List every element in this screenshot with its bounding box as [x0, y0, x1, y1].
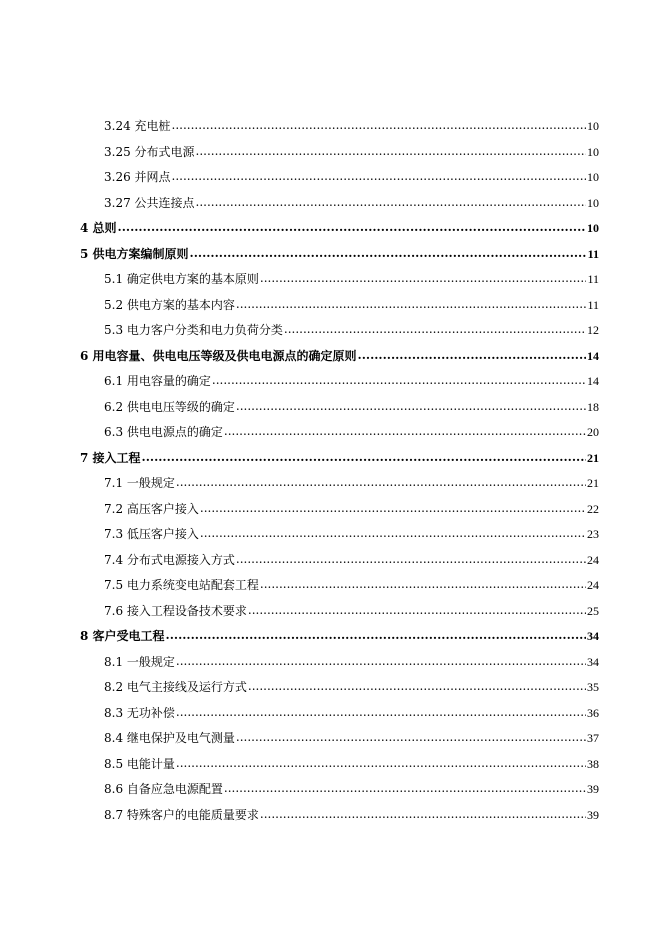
toc-section-entry[interactable] — [80, 752, 599, 778]
toc-entry-title: 6 用电容量、供电电压等级及供电电源点的确定原则 — [80, 348, 357, 363]
toc-chapter-entry[interactable] — [80, 446, 599, 472]
toc-page-number: 10 — [587, 144, 599, 159]
toc-section-entry[interactable] — [80, 114, 599, 140]
toc-dot-leader — [176, 700, 586, 726]
toc-entry-title: 5 供电方案编制原则 — [80, 246, 189, 261]
toc-entry-title: 3.24 充电桩 — [104, 119, 171, 133]
toc-dot-leader — [196, 190, 586, 216]
toc-page-number: 37 — [587, 731, 599, 745]
toc-section-entry[interactable] — [80, 140, 599, 166]
toc-section-entry[interactable] — [80, 522, 599, 548]
toc-entry-title: 7.3 低压客户接入 — [104, 527, 199, 541]
toc-section-entry[interactable] — [80, 318, 599, 344]
toc-section-entry[interactable] — [80, 471, 599, 497]
toc-page-number: 10 — [587, 119, 599, 133]
toc-dot-leader — [248, 598, 586, 624]
toc-dot-leader — [176, 649, 586, 675]
toc-entry-title: 8.5 电能计量 — [104, 756, 175, 771]
toc-entry-title: 8.3 无功补偿 — [104, 705, 175, 720]
toc-dot-leader — [260, 802, 586, 828]
toc-page-number: 11 — [587, 246, 599, 261]
toc-entry-title: 3.27 公共连接点 — [104, 195, 195, 210]
toc-page-number: 10 — [587, 170, 599, 184]
toc-entry-title: 8 客户受电工程 — [80, 629, 165, 643]
toc-section-entry[interactable] — [80, 369, 599, 395]
toc-page-number: 39 — [587, 782, 599, 796]
toc-section-entry[interactable] — [80, 191, 599, 217]
toc-page-number: 24 — [587, 578, 599, 592]
toc-entry-title: 7 接入工程 — [80, 450, 141, 465]
toc-dot-leader — [224, 419, 586, 445]
toc-page-number: 18 — [587, 399, 599, 414]
toc-page-number: 21 — [587, 450, 599, 465]
toc-entry-title: 7.6 接入工程设备技术要求 — [104, 603, 247, 618]
toc-section-entry[interactable] — [80, 599, 599, 625]
toc-page-number: 34 — [587, 654, 599, 669]
toc-dot-leader — [142, 445, 586, 471]
toc-entry-title: 8.6 自备应急电源配置 — [104, 782, 223, 796]
toc-page-number: 12 — [587, 323, 599, 337]
toc-section-entry[interactable] — [80, 420, 599, 446]
toc-chapter-entry[interactable] — [80, 624, 599, 650]
toc-dot-leader — [284, 317, 586, 343]
toc-entry-title: 4 总则 — [80, 221, 117, 235]
toc-entry-title: 6.1 用电容量的确定 — [104, 374, 211, 388]
toc-entry-title: 3.26 并网点 — [104, 170, 171, 184]
toc-dot-leader — [236, 292, 587, 318]
toc-dot-leader — [358, 343, 586, 369]
toc-page-number: 25 — [587, 603, 599, 618]
toc-entry-title: 8.4 继电保护及电气测量 — [104, 731, 235, 745]
toc-page-number: 10 — [587, 221, 599, 235]
toc-section-entry[interactable] — [80, 701, 599, 727]
toc-chapter-entry[interactable] — [80, 216, 599, 242]
toc-section-entry[interactable] — [80, 548, 599, 574]
toc-dot-leader — [236, 547, 586, 573]
toc-dot-leader — [260, 572, 586, 598]
toc-dot-leader — [260, 266, 587, 292]
toc-page-number: 23 — [587, 527, 599, 541]
toc-section-entry[interactable] — [80, 777, 599, 803]
toc-section-entry[interactable] — [80, 165, 599, 191]
toc-section-entry[interactable] — [80, 650, 599, 676]
toc-page-number: 22 — [587, 501, 599, 516]
toc-dot-leader — [172, 113, 586, 139]
toc-dot-leader — [118, 215, 586, 241]
toc-section-entry[interactable] — [80, 267, 599, 293]
toc-page-number: 34 — [587, 629, 599, 643]
toc-entry-title: 8.1 一般规定 — [104, 654, 175, 669]
toc-page-number: 36 — [587, 705, 599, 720]
toc-page-number: 11 — [587, 272, 599, 286]
toc-entry-title: 7.4 分布式电源接入方式 — [104, 552, 235, 567]
toc-dot-leader — [176, 751, 586, 777]
toc-entry-title: 8.2 电气主接线及运行方式 — [104, 680, 247, 694]
toc-entry-title: 8.7 特殊客户的电能质量要求 — [104, 807, 259, 822]
toc-dot-leader — [236, 394, 586, 420]
toc-page-number: 35 — [587, 680, 599, 694]
toc-page-number: 14 — [587, 348, 599, 363]
toc-page-number: 39 — [587, 807, 599, 822]
toc-dot-leader — [224, 776, 586, 802]
toc-page-number: 20 — [587, 425, 599, 439]
toc-chapter-entry[interactable] — [80, 242, 599, 268]
toc-page-number: 14 — [587, 374, 599, 388]
toc-entry-title: 6.3 供电电源点的确定 — [104, 425, 223, 439]
toc-section-entry[interactable] — [80, 675, 599, 701]
toc-entry-title: 3.25 分布式电源 — [104, 144, 195, 159]
toc-dot-leader — [200, 496, 586, 522]
toc-page-number: 11 — [587, 297, 599, 312]
toc-section-entry[interactable] — [80, 497, 599, 523]
toc-dot-leader — [196, 139, 586, 165]
toc-dot-leader — [172, 164, 586, 190]
toc-chapter-entry[interactable] — [80, 344, 599, 370]
toc-entry-title: 6.2 供电电压等级的确定 — [104, 399, 235, 414]
toc-dot-leader — [248, 674, 586, 700]
toc-dot-leader — [200, 521, 586, 547]
toc-entry-title: 5.1 确定供电方案的基本原则 — [104, 272, 259, 286]
toc-dot-leader — [212, 368, 586, 394]
toc-entry-title: 5.3 电力客户分类和电力负荷分类 — [104, 323, 283, 337]
toc-dot-leader — [176, 470, 586, 496]
toc-page-number: 10 — [587, 195, 599, 210]
toc-section-entry[interactable] — [80, 395, 599, 421]
toc-section-entry[interactable] — [80, 293, 599, 319]
toc-section-entry[interactable] — [80, 803, 599, 829]
toc-page-number: 38 — [587, 756, 599, 771]
table-of-contents — [80, 114, 599, 828]
toc-entry-title: 7.2 高压客户接入 — [104, 501, 199, 516]
toc-dot-leader — [166, 623, 586, 649]
toc-entry-title: 5.2 供电方案的基本内容 — [104, 297, 235, 312]
toc-entry-title: 7.1 一般规定 — [104, 476, 175, 490]
toc-dot-leader — [236, 725, 586, 751]
toc-page-number: 24 — [587, 552, 599, 567]
toc-section-entry[interactable] — [80, 573, 599, 599]
toc-entry-title: 7.5 电力系统变电站配套工程 — [104, 578, 259, 592]
toc-dot-leader — [190, 241, 587, 267]
toc-page-number: 21 — [587, 476, 599, 490]
toc-section-entry[interactable] — [80, 726, 599, 752]
